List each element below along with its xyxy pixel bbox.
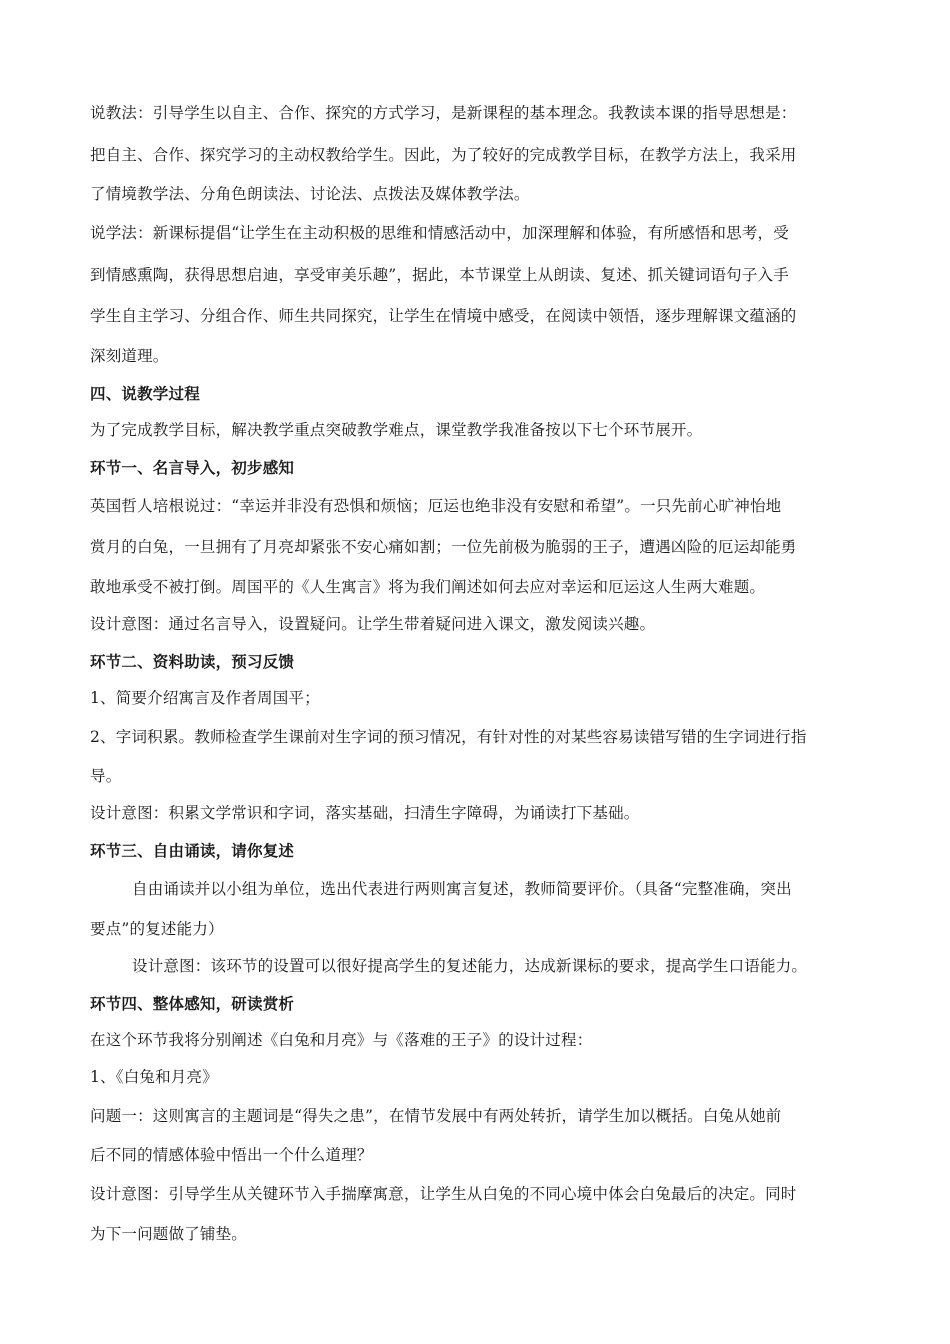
paragraph-line: 英国哲人培根说过：“幸运并非没有恐惧和烦恼；厄运也绝非没有安慰和希望”。一只先前心旷神怡地: [90, 496, 782, 515]
paragraph-line: 自由诵读并以小组为单位，选出代表进行两则寓言复述，教师简要评价。（具备“完整准确，突出: [132, 880, 792, 898]
paragraph-line: 了情境教学法、分角色朗读法、讨论法、点拨法及媒体教学法。: [90, 185, 530, 203]
paragraph-line: 说学法：新课标提倡“让学生在主动积极的思维和情感活动中，加深理解和体验，有所感悟和思考，受: [90, 224, 789, 242]
paragraph-line: 到情感熏陶，获得思想启迪，享受审美乐趣”，据此，本节课堂上从朗读、复述、抓关键词语句子入手: [90, 265, 789, 284]
paragraph-line: 学生自主学习、分组合作、师生共同探究，让学生在情境中感受，在阅读中领悟，逐步理解课文蕴涵的: [90, 307, 797, 325]
step-heading: 环节一、名言导入，初步感知: [90, 457, 295, 477]
paragraph-line: 为下一问题做了铺垫。: [90, 1224, 248, 1243]
paragraph-line: 敢地承受不被打倒。周国平的《人生寓言》将为我们阐述如何去应对幸运和厄运这人生两大难题。: [90, 577, 766, 596]
paragraph-line: 深刻道理。: [90, 346, 169, 365]
list-item: 2、字词积累。教师检查学生课前对生字词的预习情况，有针对性的对某些容易读错写错的生字词进行指: [90, 727, 807, 746]
paragraph-line: 设计意图：该环节的设置可以很好提高学生的复述能力，达成新课标的要求，提高学生口语能力。: [132, 956, 808, 975]
paragraph-line: 为了完成教学目标，解决教学重点突破教学难点，课堂教学我准备按以下七个环节展开。: [90, 420, 703, 439]
paragraph-line: 设计意图：引导学生从关键环节入手揣摩寓意，让学生从白兔的不同心境中体会白兔最后的决定。同时: [90, 1185, 797, 1203]
paragraph-line: 在这个环节我将分别阐述《白兔和月亮》与《落难的王子》的设计过程：: [90, 1030, 593, 1049]
document-page: [90, 93, 870, 1253]
paragraph-line: 导。: [90, 767, 122, 785]
paragraph-line: 设计意图：积累文学常识和字词，落实基础，扫清生字障碍，为诵读打下基础。: [90, 804, 640, 822]
paragraph-line: 赏月的白兔，一旦拥有了月亮却紧张不安心痛如割；一位先前极为脆弱的王子，遭遇凶险的厄运却能勇: [90, 538, 797, 556]
paragraph-line: 设计意图：通过名言导入，设置疑问。让学生带着疑问进入课文，激发阅读兴趣。: [90, 614, 656, 633]
section-heading: 四、说教学过程: [90, 383, 200, 403]
paragraph-line: 问题一：这则寓言的主题词是“得失之患”，在情节发展中有两处转折，请学生加以概括。白兔从她前: [90, 1106, 782, 1125]
step-heading: 环节二、资料助读，预习反馈: [90, 651, 295, 671]
paragraph-line: 把自主、合作、探究学习的主动权教给学生。因此，为了较好的完成教学目标，在教学方法上，我采用: [90, 145, 797, 164]
step-heading: 环节三、自由诵读，请你复述: [90, 841, 295, 860]
list-item: 1、《白兔和月亮》: [90, 1067, 218, 1086]
paragraph-line: 后不同的情感体验中悟出一个什么道理？: [90, 1146, 373, 1164]
step-heading: 环节四、整体感知，研读赏析: [90, 993, 295, 1013]
list-item: 1、简要介绍寓言及作者周国平；: [90, 688, 320, 707]
paragraph-line: 要点”的复述能力）: [90, 919, 224, 938]
paragraph-line: 说教法：引导学生以自主、合作、探究的方式学习，是新课程的基本理念。我教读本课的指导思想是：: [90, 104, 797, 122]
